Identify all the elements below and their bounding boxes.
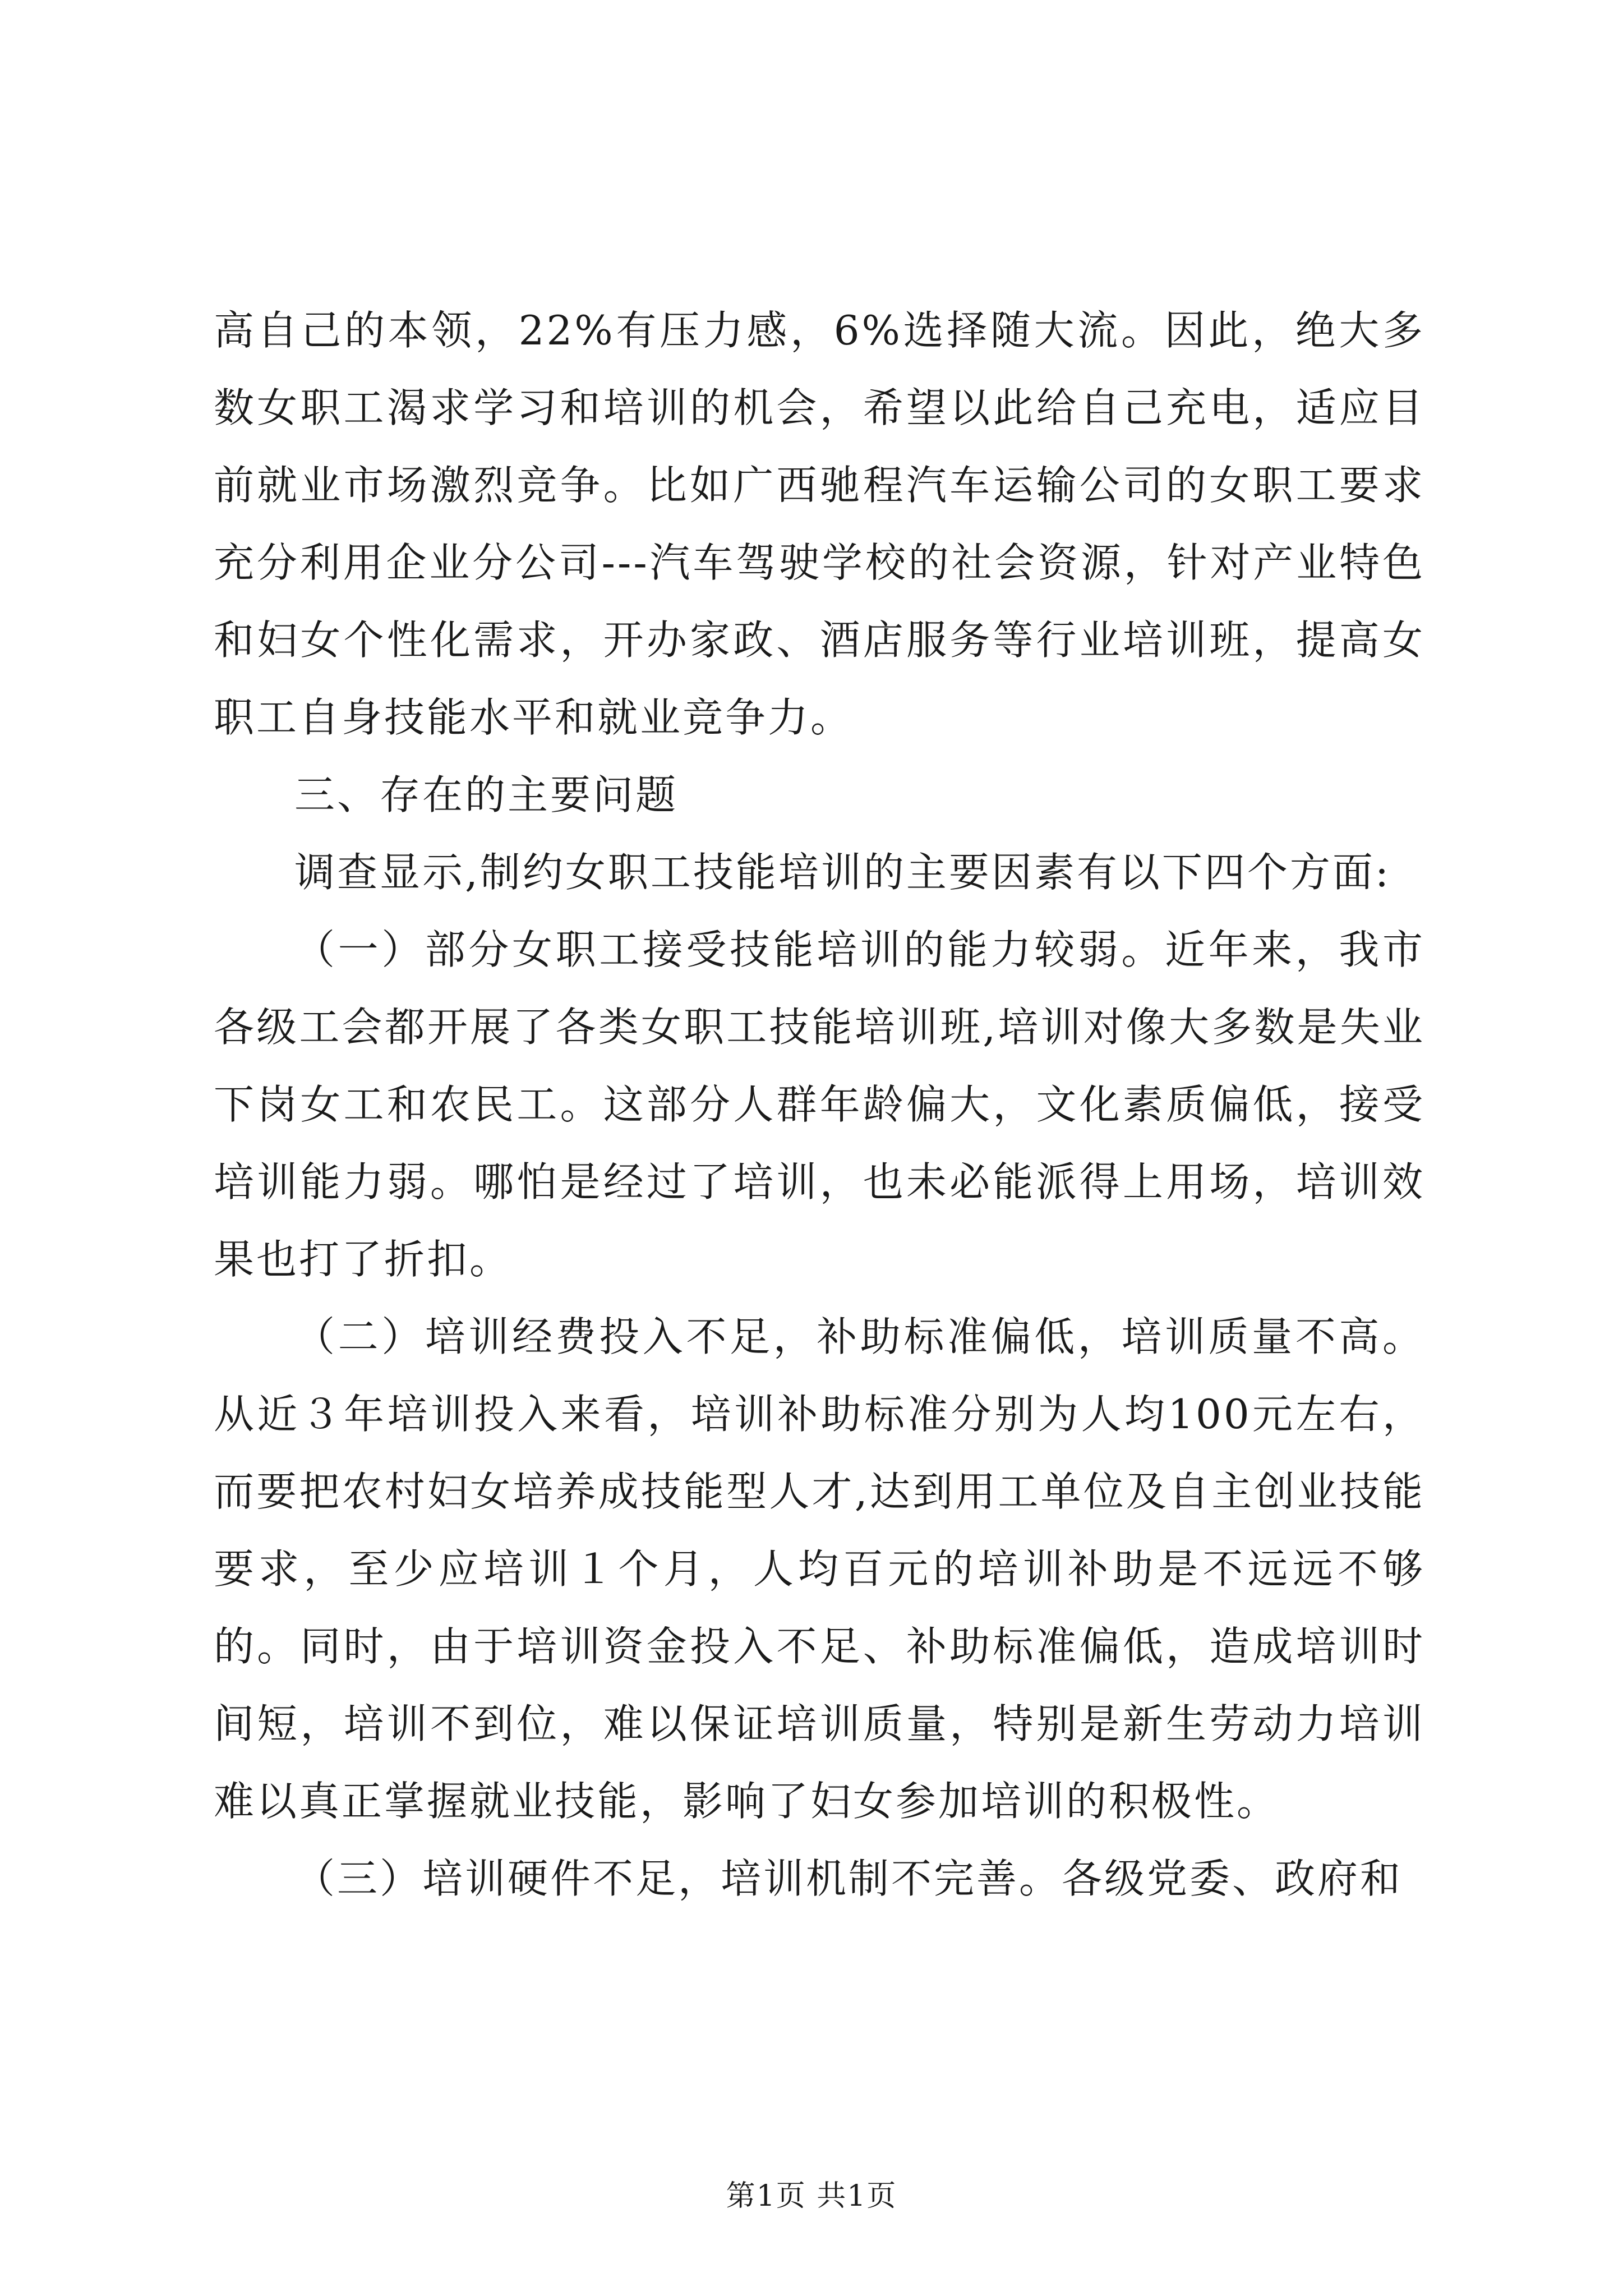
page-footer: 第1页 共1页 [726,2179,897,2213]
paragraph-survey-result: 高自己的本领，22%有压力感，6%选择随大流。因此，绝大多数女职工渴求学习和培训的机会，希望以此给自己充电，适应目前就业市场激烈竞争。比如广西驰程汽车运输公司的女职工要求充分利用企业分公司---汽车驾驶学校的社会资源，针对产业特色和妇女个性化需求，开办家政、酒店服务等行业培训班，提高女职工自身技能水平和就业竞争力。 [214,307,1425,741]
section-heading-main-problems: 三、存在的主要问题 [294,771,679,818]
paragraph-survey-intro: 调查显示,制约女职工技能培训的主要因素有以下四个方面: [294,849,1391,896]
paragraph-problem-one: （一）部分女职工接受技能培训的能力较弱。近年来，我市各级工会都开展了各类女职工技能培训班,培训对像大多数是失业下岗女工和农民工。这部分人群年龄偏大，文化素质偏低，接受培训能力弱。哪怕是经过了培训，也未必能派得上用场，培训效果也打了折扣。 [214,926,1425,1283]
paragraph-problem-three: （三）培训硬件不足，培训机制不完善。各级党委、政府和 [294,1855,1403,1902]
document-body [214,292,1425,1917]
paragraph-problem-two: （二）培训经费投入不足，补助标准偏低，培训质量不高。从近３年培训投入来看，培训补助标准分别为人均100元左右，而要把农村妇女培养成技能型人才,达到用工单位及自主创业技能要求，至少应培训１个月，人均百元的培训补助是不远远不够的。同时，由于培训资金投入不足、补助标准偏低，造成培训时间短，培训不到位，难以保证培训质量，特别是新生劳动力培训难以真正掌握就业技能，影响了妇女参加培训的积极性。 [214,1313,1425,1825]
